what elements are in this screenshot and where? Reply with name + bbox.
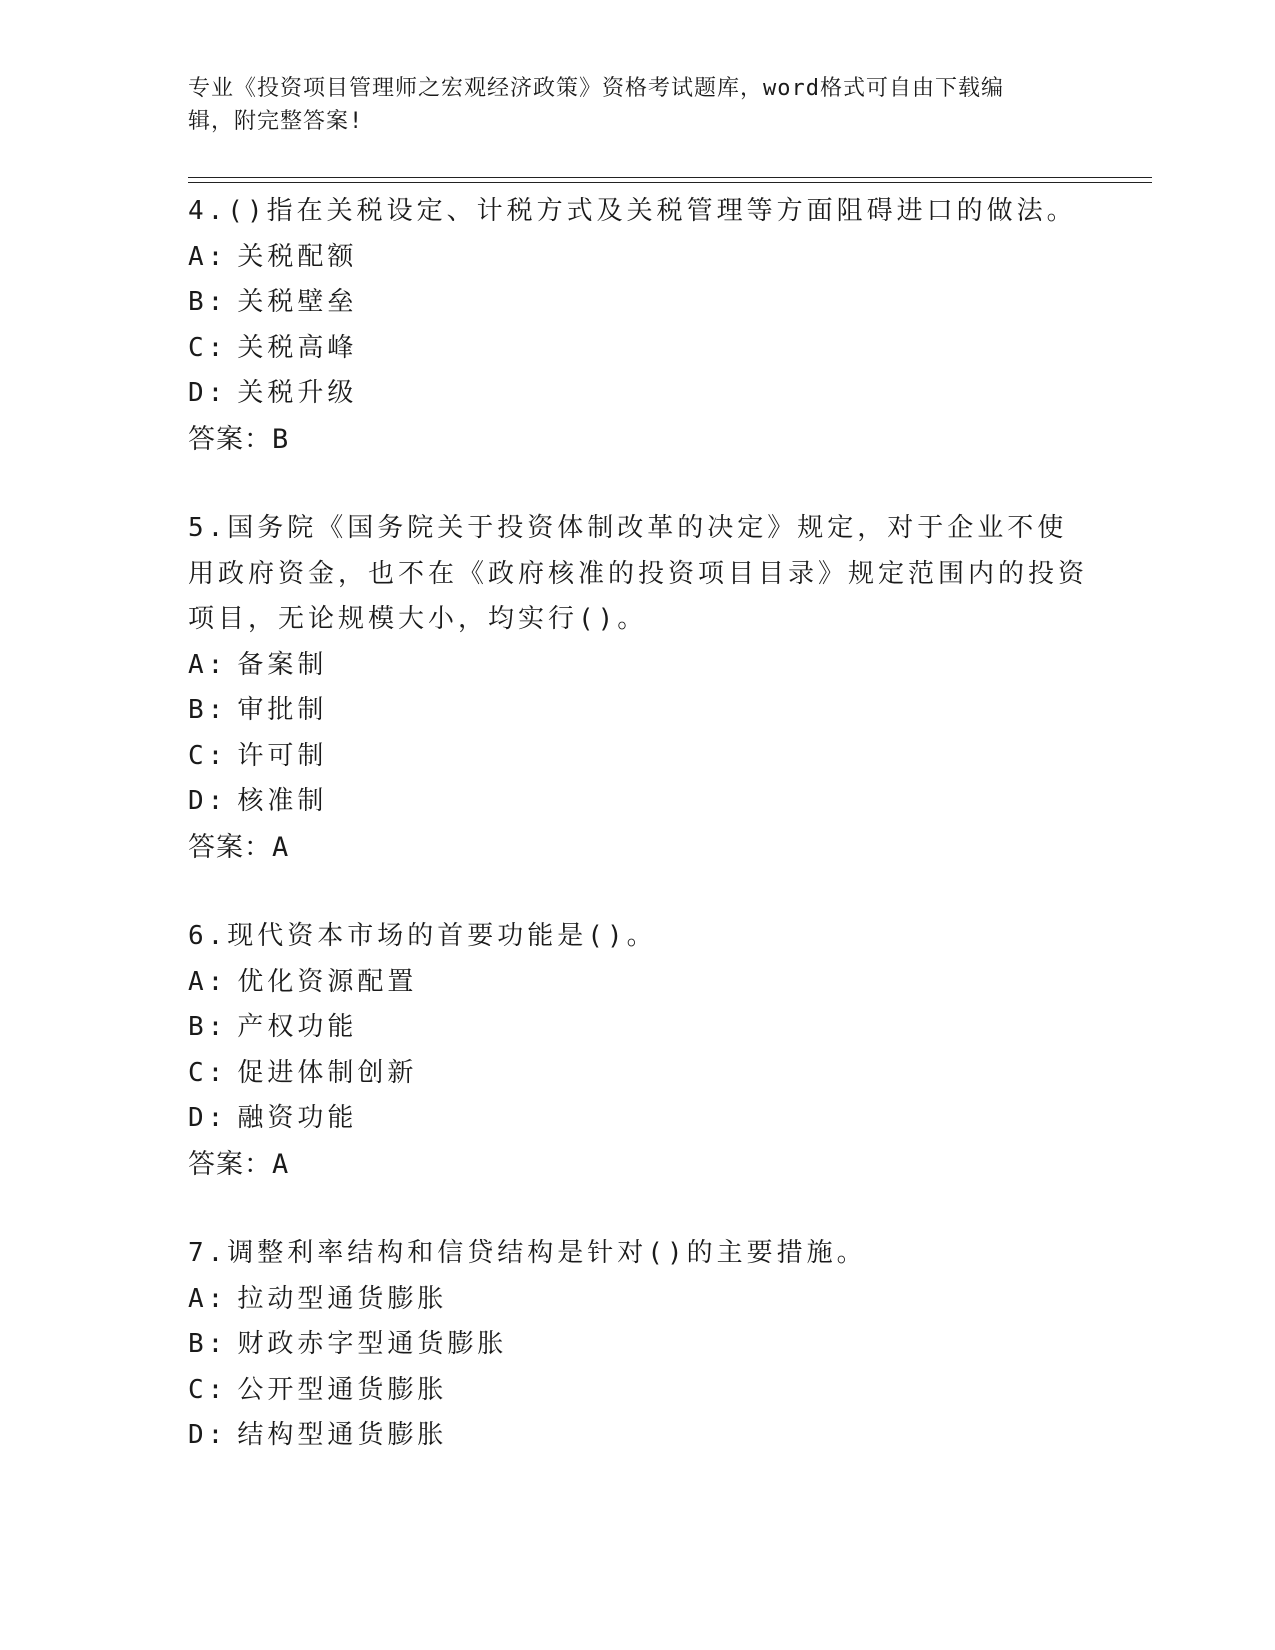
answer-value: A [272,1148,290,1180]
option-separator: : [207,1103,228,1133]
option-key: C [188,740,208,771]
option-text: 公开型通货膨胀 [237,1374,448,1405]
option-key: A [188,649,208,680]
option-d [188,1413,1088,1459]
option-text: 拉动型通货膨胀 [237,1283,448,1314]
option-key: D [188,1420,208,1450]
answer-value: A [272,831,290,863]
option-text: 关税高峰 [237,332,358,363]
answer-label: 答案： [188,1148,272,1180]
option-a [188,1277,1088,1323]
option-text: 关税配额 [237,241,358,272]
question-list [188,189,1088,1503]
option-separator: : [207,1374,228,1405]
option-a [188,235,1088,281]
option-text: 结构型通货膨胀 [237,1420,448,1450]
option-key: B [188,695,208,725]
option-key: B [188,287,208,317]
option-key: C [188,1374,208,1405]
option-key: D [188,378,208,408]
option-b [188,688,1088,734]
question-stem: 7.调整利率结构和信贷结构是针对()的主要措施。 [188,1238,867,1268]
option-c [188,1368,1088,1414]
option-b [188,280,1088,326]
option-a [188,960,1088,1006]
answer-line [188,825,1088,871]
option-b [188,1005,1088,1051]
option-a [188,643,1088,689]
option-key: D [188,1103,208,1133]
option-separator: : [207,332,228,363]
option-separator: : [207,1329,228,1359]
option-separator: : [207,241,228,272]
option-d [188,779,1088,825]
option-separator: : [207,786,228,816]
option-separator: : [207,740,228,771]
option-d [188,371,1088,417]
option-separator: : [207,649,228,680]
option-text: 许可制 [237,740,328,771]
page-header [188,72,1088,138]
option-key: A [188,966,208,997]
header-line-1: 专业《投资项目管理师之宏观经济政策》资格考试题库，word格式可自由下载编 [188,76,1004,101]
option-text: 关税升级 [237,378,358,408]
question-stem: 5.国务院《国务院关于投资体制改革的决定》规定，对于企业不使用政府资金，也不在《政府核准的投资项目目录》规定范围内的投资项目，无论规模大小，均实行()。 [188,513,1089,634]
answer-label: 答案： [188,831,272,863]
option-text: 关税壁垒 [237,287,358,317]
option-key: C [188,332,208,363]
option-separator: : [207,378,228,408]
question-stem: 4.()指在关税设定、计税方式及关税管理等方面阻碍进口的做法。 [188,196,1077,226]
option-text: 审批制 [237,695,328,725]
option-key: A [188,1283,208,1314]
option-b [188,1322,1088,1368]
option-separator: : [207,1420,228,1450]
option-text: 产权功能 [237,1012,358,1042]
header-rule-bottom [188,182,1152,183]
answer-value: B [272,423,290,455]
question-6 [188,914,1088,1187]
option-c [188,326,1088,372]
option-separator: : [207,1057,228,1088]
header-rule-top [188,177,1152,178]
option-text: 融资功能 [237,1103,358,1133]
option-separator: : [207,287,228,317]
option-c [188,734,1088,780]
option-text: 促进体制创新 [237,1057,418,1088]
option-text: 优化资源配置 [237,966,418,997]
option-key: D [188,786,208,816]
option-key: B [188,1329,208,1359]
option-separator: : [207,1012,228,1042]
option-separator: : [207,695,228,725]
option-c [188,1051,1088,1097]
option-text: 核准制 [237,786,328,816]
option-key: A [188,241,208,272]
option-key: C [188,1057,208,1088]
option-key: B [188,1012,208,1042]
question-7 [188,1231,1088,1459]
option-separator: : [207,966,228,997]
option-d [188,1096,1088,1142]
option-separator: : [207,1283,228,1314]
option-text: 财政赤字型通货膨胀 [237,1329,508,1359]
question-4 [188,189,1088,462]
answer-line [188,417,1088,463]
question-5 [188,506,1088,870]
header-line-2: 辑，附完整答案! [188,109,364,134]
answer-line [188,1142,1088,1188]
answer-label: 答案： [188,423,272,455]
option-text: 备案制 [237,649,328,680]
question-stem: 6.现代资本市场的首要功能是()。 [188,921,657,951]
